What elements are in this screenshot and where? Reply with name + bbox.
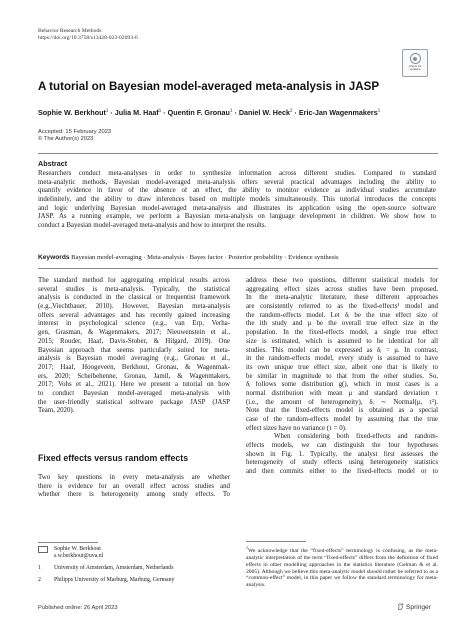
abstract-line: conduct a Bayesian model-averaged meta-analysis and how to interpret the results. [38,222,267,230]
body-line: its own unique true effect size, albeit one that is likely to [246,363,438,371]
author-4[interactable]: Daniel W. Heck$^2$ [238,108,293,118]
body-line: (e.g.,Viechtbauer, 2010). However, Bayesian meta-analysis [38,303,230,311]
affiliation-num: 2 [38,577,41,583]
journal-header [38,28,138,42]
footnote-text: We acknowledge that the “fixed-effects” terminology is confusing, as the meta-analytic interpretation of the term “fixed-effects” differs from the definition of fixed effects in other modelling approaches in the statistics literature (Gelman & et al. 2005). Although we believe this meta-analytic model should rather be referred to as a “common-effect” model, in this paper we follow the standard terminology for meta-analysis. [246,547,438,589]
envelope-icon [38,546,48,553]
body-line: to conduct Bayesian model-averaged meta-analysis with [38,389,230,397]
body-line: 2015; Rouder, Haaf, Davis-Stober, & Hilgard, 2019). One [38,337,230,345]
footnote-rule-right [246,541,306,542]
body-line: ers, 2020; Scheibehenne, Gronau, Jamil, & Wagenmakers, [38,372,230,380]
body-line: (i.e., the amount of heterogeneity), δᵢ ∼ Normal(μ, τ²). [246,398,438,406]
body-line: interest in psychological science (e.g., van Erp, Verha- [38,320,230,328]
body-line: there is evidence for an overall effect across studies and [38,482,230,490]
body-line: the ith study and μ be the overall true effect size in the [246,320,438,328]
publisher-logo [397,603,431,611]
body-line: The standard method for aggregating empirical results across [38,277,230,284]
affiliation-text: Philipps University of Marburg, Marburg, Germany [54,577,175,583]
body-line: in the random-effects model, every study is assumed to have [246,355,438,363]
body-line: several studies is meta-analysis. Typically, the statistical [38,285,230,293]
body-line: shown in Fig. 1. Typically, the analyst first assesses the [246,450,438,458]
paper-title: A tutorial on Bayesian model-averaged meta-analysis in JASP [38,80,380,93]
author-2[interactable]: Julia M. Haaf$^1$ [114,108,162,118]
accepted-date: Accepted: 15 February 2023 [38,129,112,135]
affiliation-num: 1 [38,565,41,571]
corresponding-author [38,546,230,560]
abstract-line: JASP. As a running example, we perform a Bayesian meta-analysis on language development in children. We show how to [38,213,436,221]
keywords-list: Bayesian model-averaging · Meta-analysis · Bayes factor · Posterior probability · Evidence synthesis [71,254,339,261]
author-5[interactable]: Eric-Jan Wagenmakers$^1$ [298,108,381,118]
body-line: heterogeneity of study effects using heterogeneity statistics [246,459,438,467]
body-line: address these two questions, different statistical models for [246,277,438,284]
footnote-1 [246,545,438,589]
affiliation-1 [38,565,230,572]
body-line: 2017; Haaf, Hoogeveen, Berkhout, Gronau, & Wagenmak- [38,363,230,371]
body-line: Two key questions in every meta-analysis are whether [38,474,230,481]
author-3[interactable]: Quentin F. Gronau$^1$ [167,108,233,118]
copyright: © The Author(s) 2023 [38,136,94,142]
body-line: Team, 2020). [38,407,75,415]
body-line: studies. This model can be expressed as δᵢ = μ. In contrast, [246,346,438,354]
badge-line-1: Check for [408,64,422,68]
abstract-line: Researchers conduct meta-analyses in order to synthesize information across different studies. Compared to standard [38,170,436,177]
body-line: the user-friendly statistical software package JASP (JASP [38,398,230,406]
body-line: Note that the fixed-effects model is obtained as a special [246,407,438,415]
keywords-label: Keywords [38,254,70,261]
body-line: In the meta-analytic literature, these different approaches [246,294,438,302]
affiliations [38,546,230,584]
body-line: When considering both fixed-effects and random- [246,433,438,441]
author-list: Sophie W. Berkhout$^1$ · Julia M. Haaf$^1$ · Quentin F. Gronau$^1$ · Daniel W. Heck$^2$ · Eric-Jan Wagenmakers$^1$ [38,108,381,118]
divider-top [38,153,438,154]
abstract-line: meta-analytic methods, Bayesian model-averaged meta-analysis offers several practical advantages including the ability to [38,178,436,186]
body-line: whether there is heterogeneity among study effects. To [38,491,230,499]
body-line: effects models, we can distinguish the four hypotheses [246,442,438,450]
article-meta [38,129,111,143]
publisher-name: Springer [406,604,431,611]
left-column-intro [38,277,230,416]
body-line: offers several advantages and has recently gained increasing [38,311,230,319]
update-icon [410,53,421,64]
body-line: gen, Grasman, & Wagenmakers, 2017; Nieuwenstein et al., [38,329,230,337]
check-for-updates-badge[interactable] [402,49,428,77]
body-line: size is estimated, which is assumed to be identical for all [246,337,438,345]
journal-name: Behavior Research Methods [38,28,102,34]
abstract-line: indefinitely, and the ability to draw inferences based on multiple models simultaneously. This tutorial introduces the concepts [38,196,436,204]
contact-email[interactable]: s.w.berkhout@uva.nl [54,553,104,559]
body-line: 2017; Vohs et al., 2021). Here we present a tutorial on how [38,381,230,389]
body-line: δᵢ follows some distribution g(), which in most cases is a [246,381,438,389]
footnote-number: 1 [246,545,248,550]
section-heading: Fixed effects versus random effects [38,453,189,463]
body-line: be similar in magnitude to that from the other studies. So, [246,372,438,380]
keywords [38,254,438,262]
contact-name: Sophie W. Berkhout [54,546,101,552]
body-line: and then commits either to the fixed-effects model or to [246,468,438,476]
affiliation-text: University of Amsterdam, Amsterdam, Netherlands [54,565,174,571]
badge-line-2: updates [409,67,421,72]
right-column [246,277,438,477]
body-line: analysis is Bayesian model averaging (e.g., Gronau et al., [38,355,230,363]
abstract-line: and logic underlying Bayesian model-averaged meta-analysis and illustrates its application using the open-source software [38,204,436,212]
springer-horse-icon [397,603,404,610]
abstract-body [38,170,436,231]
body-line: are consistently referred to as the fixed-effects¹ model and [246,303,438,311]
author-1[interactable]: Sophie W. Berkhout$^1$ [38,108,109,118]
body-line: aggregating effect sizes across studies have been proposed. [246,285,438,293]
body-line: Bayesian approach that seems particularly suited for meta- [38,346,230,354]
left-column-section [38,474,230,500]
affiliation-2 [38,577,230,584]
body-line: analysis is conducted in the classical or frequentist framework [38,294,230,302]
body-line: population. In the fixed-effects model, a single true effect [246,329,438,337]
divider-keywords [38,268,438,269]
body-line: effect sizes have no variance (τ = 0). [246,424,347,432]
body-line: normal distribution with mean μ and standard deviation τ [246,389,438,397]
published-date: Published online: 26 April 2023 [38,605,118,611]
doi-link[interactable]: https://doi.org/10.3758/s13428-023-02093-6 [38,35,138,41]
abstract-line: quantify evidence in favor of the absence of an effect, the ability to monitor evidence as individual studies accumulate [38,187,436,195]
body-line: the random-effects model. Let δᵢ be the true effect size of [246,311,438,319]
body-line: case of the random-effects model by assuming that the true [246,416,438,423]
abstract-heading: Abstract [38,159,68,168]
footnote-rule-left [38,542,98,543]
